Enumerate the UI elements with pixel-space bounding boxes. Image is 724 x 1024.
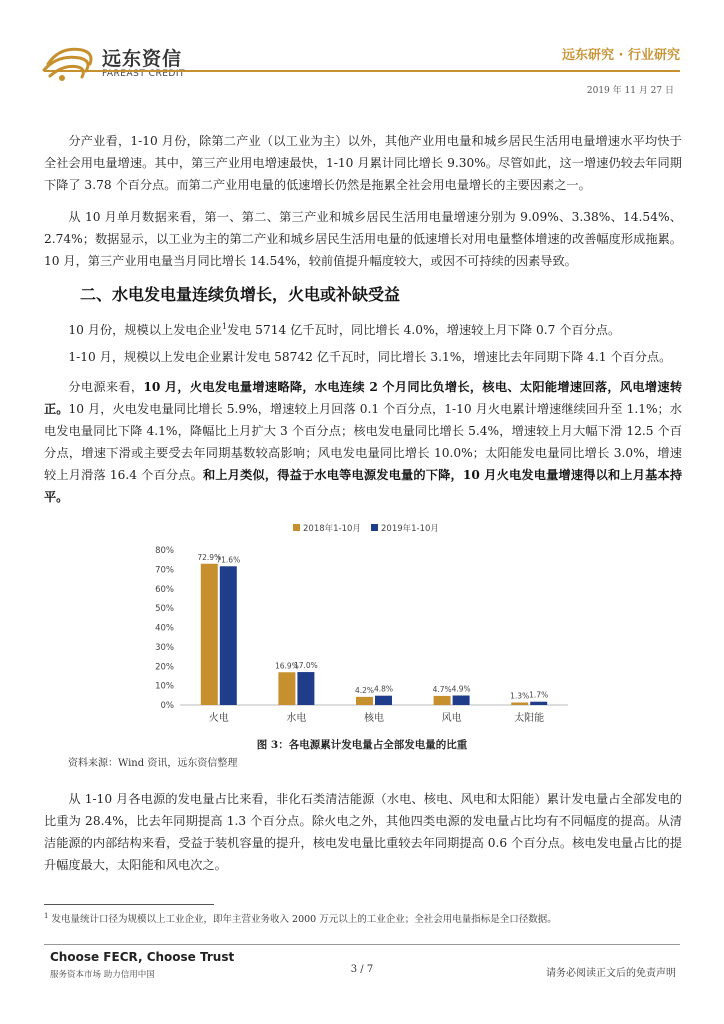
report-category: 远东研究 · 行业研究 <box>562 48 680 63</box>
paragraph-share <box>44 788 682 876</box>
paragraph-bold: 和上月类似，得益于水电等电源发电量的下降，10 月火电发电量增速得以和上月基本持平。 <box>44 468 683 504</box>
footnote-mark: 1 <box>44 911 49 920</box>
section-title: 二、水电发电量连续负增长，火电或补缺受益 <box>80 285 401 304</box>
y-tick-label: 40% <box>155 623 174 634</box>
bar <box>220 566 237 705</box>
data-label: 1.3% <box>510 691 530 701</box>
bar <box>511 702 528 705</box>
data-label: 1.7% <box>529 690 549 700</box>
legend-label: 2018年1-10月 <box>303 524 361 534</box>
paragraph-text: 10 月份，规模以上发电企业 <box>68 323 222 338</box>
chart-caption: 图 3：各电源累计发电量占全部发电量的比重 <box>256 739 468 751</box>
y-tick-label: 80% <box>155 546 174 556</box>
x-tick-label: 太阳能 <box>514 713 545 724</box>
paragraph-text: 从 10 月单月数据来看，第一、第二、第三产业和城乡居民生活用电量增速分别为 9.09%、3.38%、14.54%、2.74%；数据显示，以工业为主的第二产业和城乡居民生活用电量的低速增长对用电量整体增速的改善幅度形成拖累。10 月，第三产业用电量当月同比增长 14.54%，较前值提升幅度较大，或因不可持续的因素导致。 <box>44 210 682 268</box>
bar <box>453 696 470 705</box>
data-label: 4.7% <box>432 684 452 694</box>
chart-source: 资料来源：Wind 资讯，远东资信整理 <box>68 758 238 769</box>
data-label: 71.6% <box>216 555 241 565</box>
y-tick-label: 60% <box>155 584 174 595</box>
paragraph-text: 分电源来看， <box>68 380 144 394</box>
paragraph-text: 发电 5714 亿千瓦时，同比增长 4.0%，增速较上月下降 0.7 个百分点。 <box>226 323 621 338</box>
bar <box>434 696 451 705</box>
fareast-logo <box>40 40 98 84</box>
bar <box>530 702 547 705</box>
header-divider <box>44 70 680 72</box>
footnote-text: 发电量统计口径为规模以上工业企业，即年主营业务收入 2000 万元以上的工业企业；全社会用电量指标是全口径数据。 <box>51 914 557 925</box>
footer-subslogan: 服务资本市场 助力信用中国 <box>50 970 155 980</box>
y-tick-label: 50% <box>155 604 174 615</box>
y-tick-label: 0% <box>160 701 174 711</box>
y-tick-label: 30% <box>155 642 174 653</box>
y-tick-label: 20% <box>155 662 174 673</box>
brand-name-en: FAREAST CREDIT <box>102 69 185 79</box>
x-tick-label: 火电 <box>208 713 229 724</box>
bar <box>278 672 295 705</box>
brand-name-cn: 远东资信 <box>102 48 183 70</box>
legend-label: 2019年1-10月 <box>381 524 439 534</box>
bar <box>375 696 392 705</box>
y-tick-label: 70% <box>155 565 174 576</box>
legend-swatch <box>293 524 300 531</box>
footnote-divider <box>44 904 214 905</box>
y-tick-label: 10% <box>155 681 174 692</box>
footer-divider <box>44 944 680 945</box>
paragraph-industry <box>44 130 682 196</box>
data-label: 72.9% <box>197 552 222 562</box>
paragraph-october <box>44 206 682 272</box>
paragraph-text: 1-10 月，规模以上发电企业累计发电 58742 亿千瓦时，同比增长 3.1%，增速比去年同期下降 4.1 个百分点。 <box>68 350 672 364</box>
paragraph-text: 从 1-10 月各电源的发电量占比来看，非化石类清洁能源（水电、核电、风电和太阳能）累计发电量占全部发电的比重为 28.4%，比去年同期提高 1.3 个百分点。除火电之外，其他四类电源的发电量占比均有不同幅度的提高。从清洁能源的内部结构来看，受益于装机容量的提升，核电发电量比重较去年同期提高 0.6 个百分点。核电发电量占比的提升幅度最大，太阳能和风电次之。 <box>44 792 682 872</box>
paragraph-bold: 10 月，火电发电量增速略降，水电连续 2 个月同比负增长，核电、太阳能增速回落，风电增速转正。 <box>44 380 683 416</box>
paragraph-by-source <box>44 376 682 508</box>
paragraph-text: 10 月，火电发电量同比增长 5.9%，增速较上月回落 0.1 个百分点，1-10 月火电累计增速继续回升至 1.1%；水电发电量同比下降 4.1%，降幅比上月扩大 3 个百分点；核电发电量同比增长 5.4%，增速较上月大幅下滑 12.5 个百分点，增速下滑或主要受去年同期基数较高影响；风电发电量同比增长 10.0%；太阳能发电量同比增长 3.0%，增速较上月滑落 16.4 个百分点。 <box>44 402 682 482</box>
generation-share-chart <box>148 518 578 733</box>
bar <box>201 564 218 705</box>
data-label: 4.9% <box>451 684 471 694</box>
paragraph-text: 分产业看，1-10 月份，除第二产业（以工业为主）以外，其他产业用电量和城乡居民生活用电量增速水平均快于全社会用电量增速。其中，第三产业用电增速最快，1-10 月累计同比增长 9.30%。尽管如此，这一增速仍较去年同期下降了 3.78 个百分点。而第二产业用电量的低速增长仍然是拖累全社会用电量增长的主要因素之一。 <box>44 134 682 192</box>
data-label: 17.0% <box>293 661 318 671</box>
bar <box>297 672 314 705</box>
legend-swatch <box>371 524 378 531</box>
x-tick-label: 风电 <box>441 713 462 724</box>
page-number: 3 / 7 <box>350 964 374 975</box>
bar <box>356 697 373 705</box>
x-tick-label: 核电 <box>364 713 384 724</box>
footnote <box>44 911 557 925</box>
data-label: 16.9% <box>274 661 299 671</box>
report-date: 2019 年 11 月 27 日 <box>586 86 674 96</box>
data-label: 4.2% <box>354 685 375 695</box>
paragraph-cumulative <box>44 346 682 368</box>
x-tick-label: 水电 <box>286 713 307 724</box>
paragraph-power-generation <box>44 316 682 341</box>
footer-disclaimer[interactable]: 请务必阅读正文后的免责声明 <box>546 968 676 979</box>
footnote-ref[interactable]: 1 <box>221 322 227 331</box>
data-label: 4.8% <box>373 684 394 694</box>
footer-slogan: Choose FECR, Choose Trust <box>50 950 235 964</box>
